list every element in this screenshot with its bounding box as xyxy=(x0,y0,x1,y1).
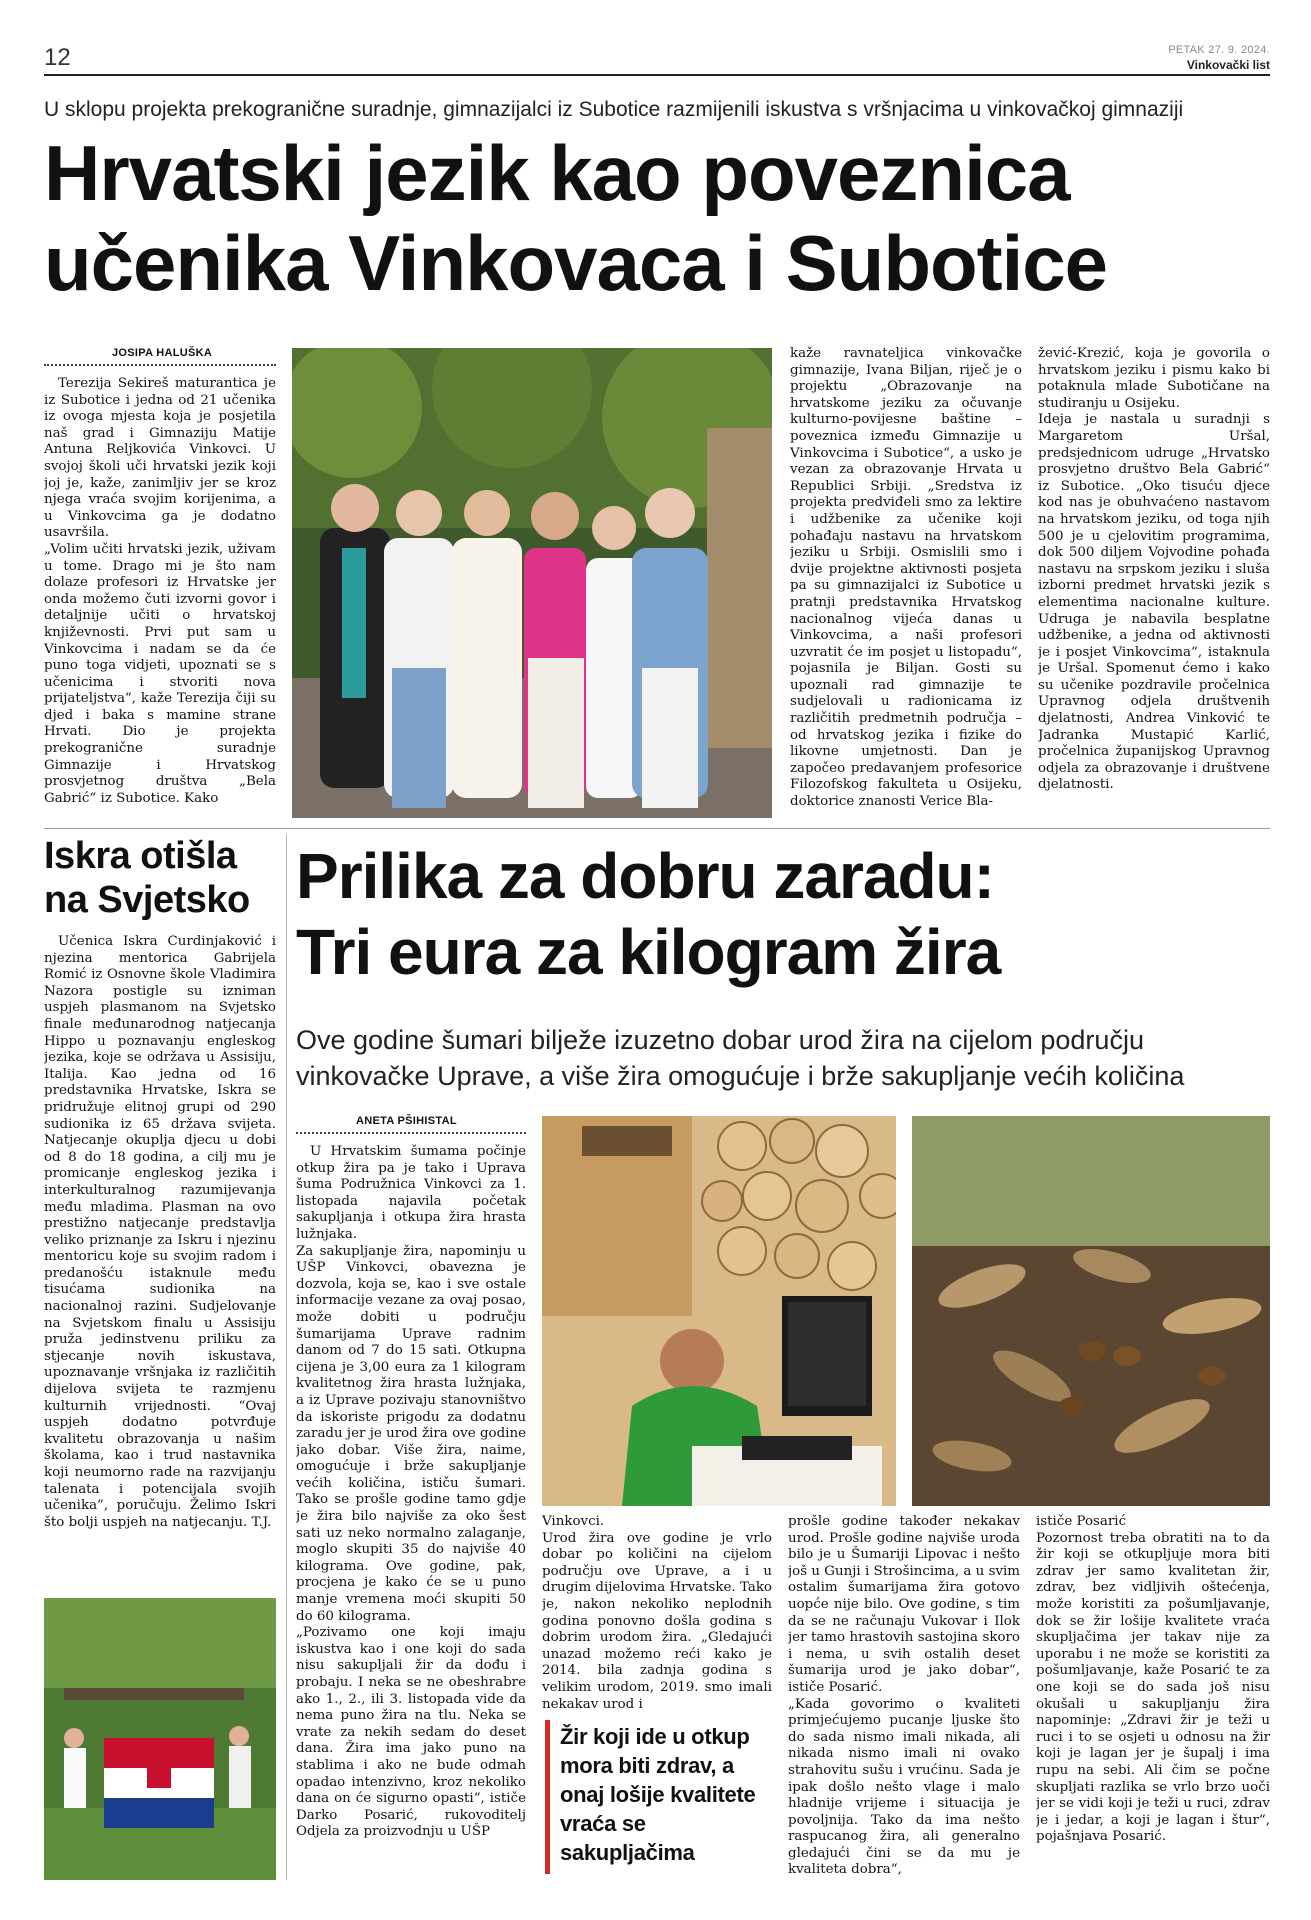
article1-column-1: Terezija Sekireš maturantica je iz Subotice i jedna od 21 učenika iz ovoga mjesta koja je posjetila naš grad i Gimnaziju Matije Antuna Reljkovića Vinkovci. U svojoj školi uči hrvatski jezik koji joj je, kaže, zanimljiv jer se kroz njega vraća svojim korijenima, a u Vinkovcima ga je dodatno usavršila. „Volim učiti hrvatski jezik, uživam u tome. Drago mi je što nam dolaze profesori iz Hrvatske jer onda možemo čuti izvorni govor i detaljnije učiti o hrvatskoj književnosti. Prvi put sam u Vinkovcima i nadam se da će puno toga vidjeti, upoznati se s učenicima i stvoriti nova prijateljstva“, kaže Terezija čiji su djed i baka s mamine strane Hrvati. Dio je projekta prekogranične suradnje Gimnazije i Hrvatskog prosvjetnog društva „Bela Gabrić“ iz Subotice. Kako xyxy=(44,376,276,806)
article1-byline: JOSIPA HALUŠKA xyxy=(112,347,213,359)
article3-acorn-photo xyxy=(912,1116,1270,1506)
firewood-wall-icon xyxy=(702,1119,896,1290)
article3-column-1: U Hrvatskim šumama počinje otkup žira pa je tako i Uprava šuma Podružnica Vinkovci za 1. listopada najavila početak sakupljanja i otkupa žira hrasta lužnjaka. Za sakupljanje žira, napominju u UŠP Vinkovci, obavezna je dozvola, koja se, kao i sve ostale informacije vezane za ovaj posao, može dobiti u području šumarijama Uprave radnim danom od 7 do 15 sati. Otkupna cijena je 3,00 eura za 1 kilogram kvalitetnog žira hrasta lužnjaka, a iz Uprave pozivaju stanovništvo da iskoriste prigodu za dodatnu zaradu jer je urod žira ove godine jako dobar. Više žira, naime, omogućuje i brže sakupljanje većih količina, ističu šumari. Tako se prošle godine tamo gdje je žira bilo najviše za oko šest sati uz neko normalno zalaganje, moglo skupiti 35 do najviše 40 kilograma. Ove godine, pak, procjena je kako će se u puno manje vremena moći skupiti 50 do 60 kilograma. „Pozivamo one koji imaju iskustva kao i one koji do sada nisu sakupljali žir da dođu i probaju. I neka se ne obeshrabre ako 1., 2., ili 3. listopada vide da nema puno žira na tlu. Neka se vrate za nekih sedam do deset dana. Žira ima jako puno na stablima i ako ne bude odmah opadao intenzivno, kroz nekoliko dana on će sigurno opasti“, ističe Darko Posarić, rukovoditelj Odjela za proizvodnju u UŠP xyxy=(296,1144,526,1840)
article3-column-2: Vinkovci. Urod žira ove godine je vrlo dobar po količini na cijelom području ove Uprave, a i u drugim dijelovima Hrvatske. Tako je, nakon nekoliko neplodnih godina ponovno došla godina s dobrim urodom žira. „Gledajući unazad možemo reći kako je 2014. bila zadnja godina s velikim urodom, 2019. smo imali nekakav urod i xyxy=(542,1514,772,1710)
issue-date: PETAK 27. 9. 2024. xyxy=(1168,44,1270,56)
croatian-flag-icon xyxy=(104,1738,214,1828)
article3-title xyxy=(296,838,1270,990)
byline-rule xyxy=(44,364,276,366)
article1-title-line1: Hrvatski jezik kao poveznica xyxy=(44,129,1070,217)
article3-title-line2: Tri eura za kilogram žira xyxy=(296,916,1001,988)
publication-name: Vinkovački list xyxy=(1186,58,1270,72)
section-divider xyxy=(44,828,1270,829)
article2-title xyxy=(44,834,284,922)
pullquote-accent-bar xyxy=(545,1720,550,1874)
article3-pullquote: Žir koji ide u otkup mora biti zdrav, a onaj lošije kvalitete vraća se sakupljačima xyxy=(560,1724,756,1865)
article3-title-line1: Prilika za dobru zaradu: xyxy=(296,840,994,912)
article3-deck: Ove godine šumari bilježe izuzetno dobar urod žira na cijelom području vinkovačke Uprave, a više žira omogućuje i brže sakupljanje većih količina xyxy=(296,1025,1185,1091)
article2-body: Učenica Iskra Čurdinjaković i njezina mentorica Gabrijela Romić iz Osnovne škole Vladimira Nazora postigle su izniman uspjeh plasmanom na Svjetsko finale međunarodnog natjecanja Hippo u poznavanju engleskog jezika, koje se održava u Assisiju, Italija. Kao jedna od 16 predstavnika Hrvatske, Iskra se pridružuje elitnoj grupi od 290 sudionika iz 65 država svijeta. Natjecanje okuplja djecu u dobi od 8 do 18 godina, a cilj mu je promicanje engleskog jezika i interkulturalnog razumijevanja među mladima. Plasman na ovo prestižno natjecanje predstavlja veliko priznanje za Iskru i njezinu mentoricu koje su svojim radom i predanošću istaknule među tisućama sudionika na nacionalnoj razini. Sudjelovanje na Svjetskom finalu u Assisiju pruža jedinstvenu priliku za stjecanje novih iskustava, upoznavanje vršnjaka iz različitih dijelova svijeta te razmjenu kulturnih vrijednosti. “Ovaj uspjeh dodatno potvrđuje kvalitetu obrazovanja u našim školama, kao i trud nastavnika koji neumorno rade na razvijanju talenata i potencijala svojih učenika”, poručuju. Želimo Iskri što bolji uspjeh na natjecanju. T.J. xyxy=(44,934,276,1530)
article1-column-2: kaže ravnateljica vinkovačke gimnazije, Ivana Biljan, riječ je o projektu „Obrazovanje na hrvatskome jeziku za očuvanje kulturno-povijesne baštine – poveznica između Gimnazije u Vinkovcima i Subotice“, a usko je vezan za obrazovanje Hrvata u Republici Srbiji. „Sredstva iz projekta predviđeli smo za lektire i udžbenike za učenike koji pohađaju nastavu na hrvatskom jeziku u Srbiji. Osmislili smo i dvije projektne aktivnosti posjeta pa su gimnazijalci iz Subotice u pratnji predstavnika Hrvatskog nacionalnog vijeća danas u Vinkovcima, a naši profesori uzvratit će im posjet u listopadu“, pojasnila je Biljan. Gosti su upoznali rad gimnazije te sudjelovali u radionicama iz različitih predmetnih područja – od hrvatskog jezika i fizike do likovne umjetnosti. Dan je započeo predavanjem profesorice Filozofskog fakulteta u Osijeku, doktorice znanosti Verice Bla- xyxy=(790,346,1022,810)
article1-group-photo xyxy=(292,348,772,818)
article2-title-line1: Iskra otišla xyxy=(44,835,237,877)
article3-byline-rule xyxy=(296,1132,526,1134)
article3-column-3: prošle godine također nekakav urod. Prošle godine najviše uroda bilo je u Šumariji Lipovac i nešto još u Gunji i Strošincima, a u svim ostalim šumarijama žira gotovo uopće nije bilo. Ove godine, s tim da se ne računaju Vukovar i Ilok jer tamo hrastovih sastojina skoro i nema, u svih ostalih deset šumarija urod je jako dobar“, ističe Posarić. „Kada govorimo o kvaliteti primjećujemo pucanje ljuske što do sada nismo imali nikada, ali nikada nismo imali ni ovako strahovitu sušu i vrućinu. Sada je ipak došlo nešto vlage i malo hladnije vrijeme i situacija je povoljnija. Tako da ima nešto raspucanog žira, ali generalno gledajući čini se da mu je kvaliteta dobra“, xyxy=(788,1514,1020,1878)
article1-title xyxy=(44,128,1270,308)
column-divider xyxy=(286,834,287,1880)
header-rule xyxy=(44,74,1270,76)
article3-office-photo xyxy=(542,1116,896,1506)
article3-column-4: ističe Posarić Pozornost treba obratiti na to da žir koji se otkupljuje mora biti zdrav jer samo kvalitetan žir, zdrav, bez vidljivih oštećenja, može koristiti za pošumljavanje, dok se žir lošije kvalitete vraća skupljačima jer takav nije za uporabu i ne može se koristiti za pošumljavanje, kaže Posarić te za one koji se do sada još nisu okušali u sakupljanju žira napominje: „Zdravi žir je teži u ruci i to se osjeti u odnosu na žir koji je lagan jer je šupalj i ima rupu na sebi. Ali čim se počne skupljati razlika se vrlo brzo uoči jer se vidi koji je teži u ruci, zdrav je i jedar, a koji je lagan i štur“, pojašnjava Posarić. xyxy=(1036,1514,1270,1845)
article3-byline: ANETA PŠIHISTAL xyxy=(356,1115,457,1127)
article2-flag-photo xyxy=(44,1598,276,1880)
page-number: 12 xyxy=(44,44,71,71)
article2-title-line2: na Svjetsko xyxy=(44,879,250,921)
article1-title-line2: učenika Vinkovaca i Subotice xyxy=(44,219,1108,307)
article1-kicker: U sklopu projekta prekogranične suradnje, gimnazijalci iz Subotice razmijenili iskustva s vršnjacima u vinkovačkoj gimnaziji xyxy=(44,98,1184,121)
article1-column-3: žević-Krezić, koja je govorila o hrvatskom jeziku i pismu kako bi potaknula mlade Subotičane na studiranju u Osijeku. Ideja je nastala u suradnji s Margaretom Uršal, predsjednicom udruge „Hrvatsko prosvjetno društvo Bela Gabrić“ iz Subotice. „Oko tisuću djece kod nas je obuhvaćeno nastavom na hrvatskom jeziku, od toga njih 500 je u cjelovitim programima, dok 500 diljem Vojvodine pohađa nastavu na srpskom jeziku i sluša izborni predmet hrvatski jezik s elementima nacionalne kulture. Udruga je nabavila besplatne udžbenike, a jedna od aktivnosti je i posjet Vinkovcima“, istaknula je Uršal. Spomenut ćemo i kako su učenike pozdravile pročelnica Upravnog odjela društvenih djelatnosti, Andrea Vinković te Jadranka Mustapić Karlić, pročelnica županijskog Upravnog odjela za obrazovanje i društvene djelatnosti. xyxy=(1038,346,1270,793)
page-header xyxy=(44,40,1270,76)
